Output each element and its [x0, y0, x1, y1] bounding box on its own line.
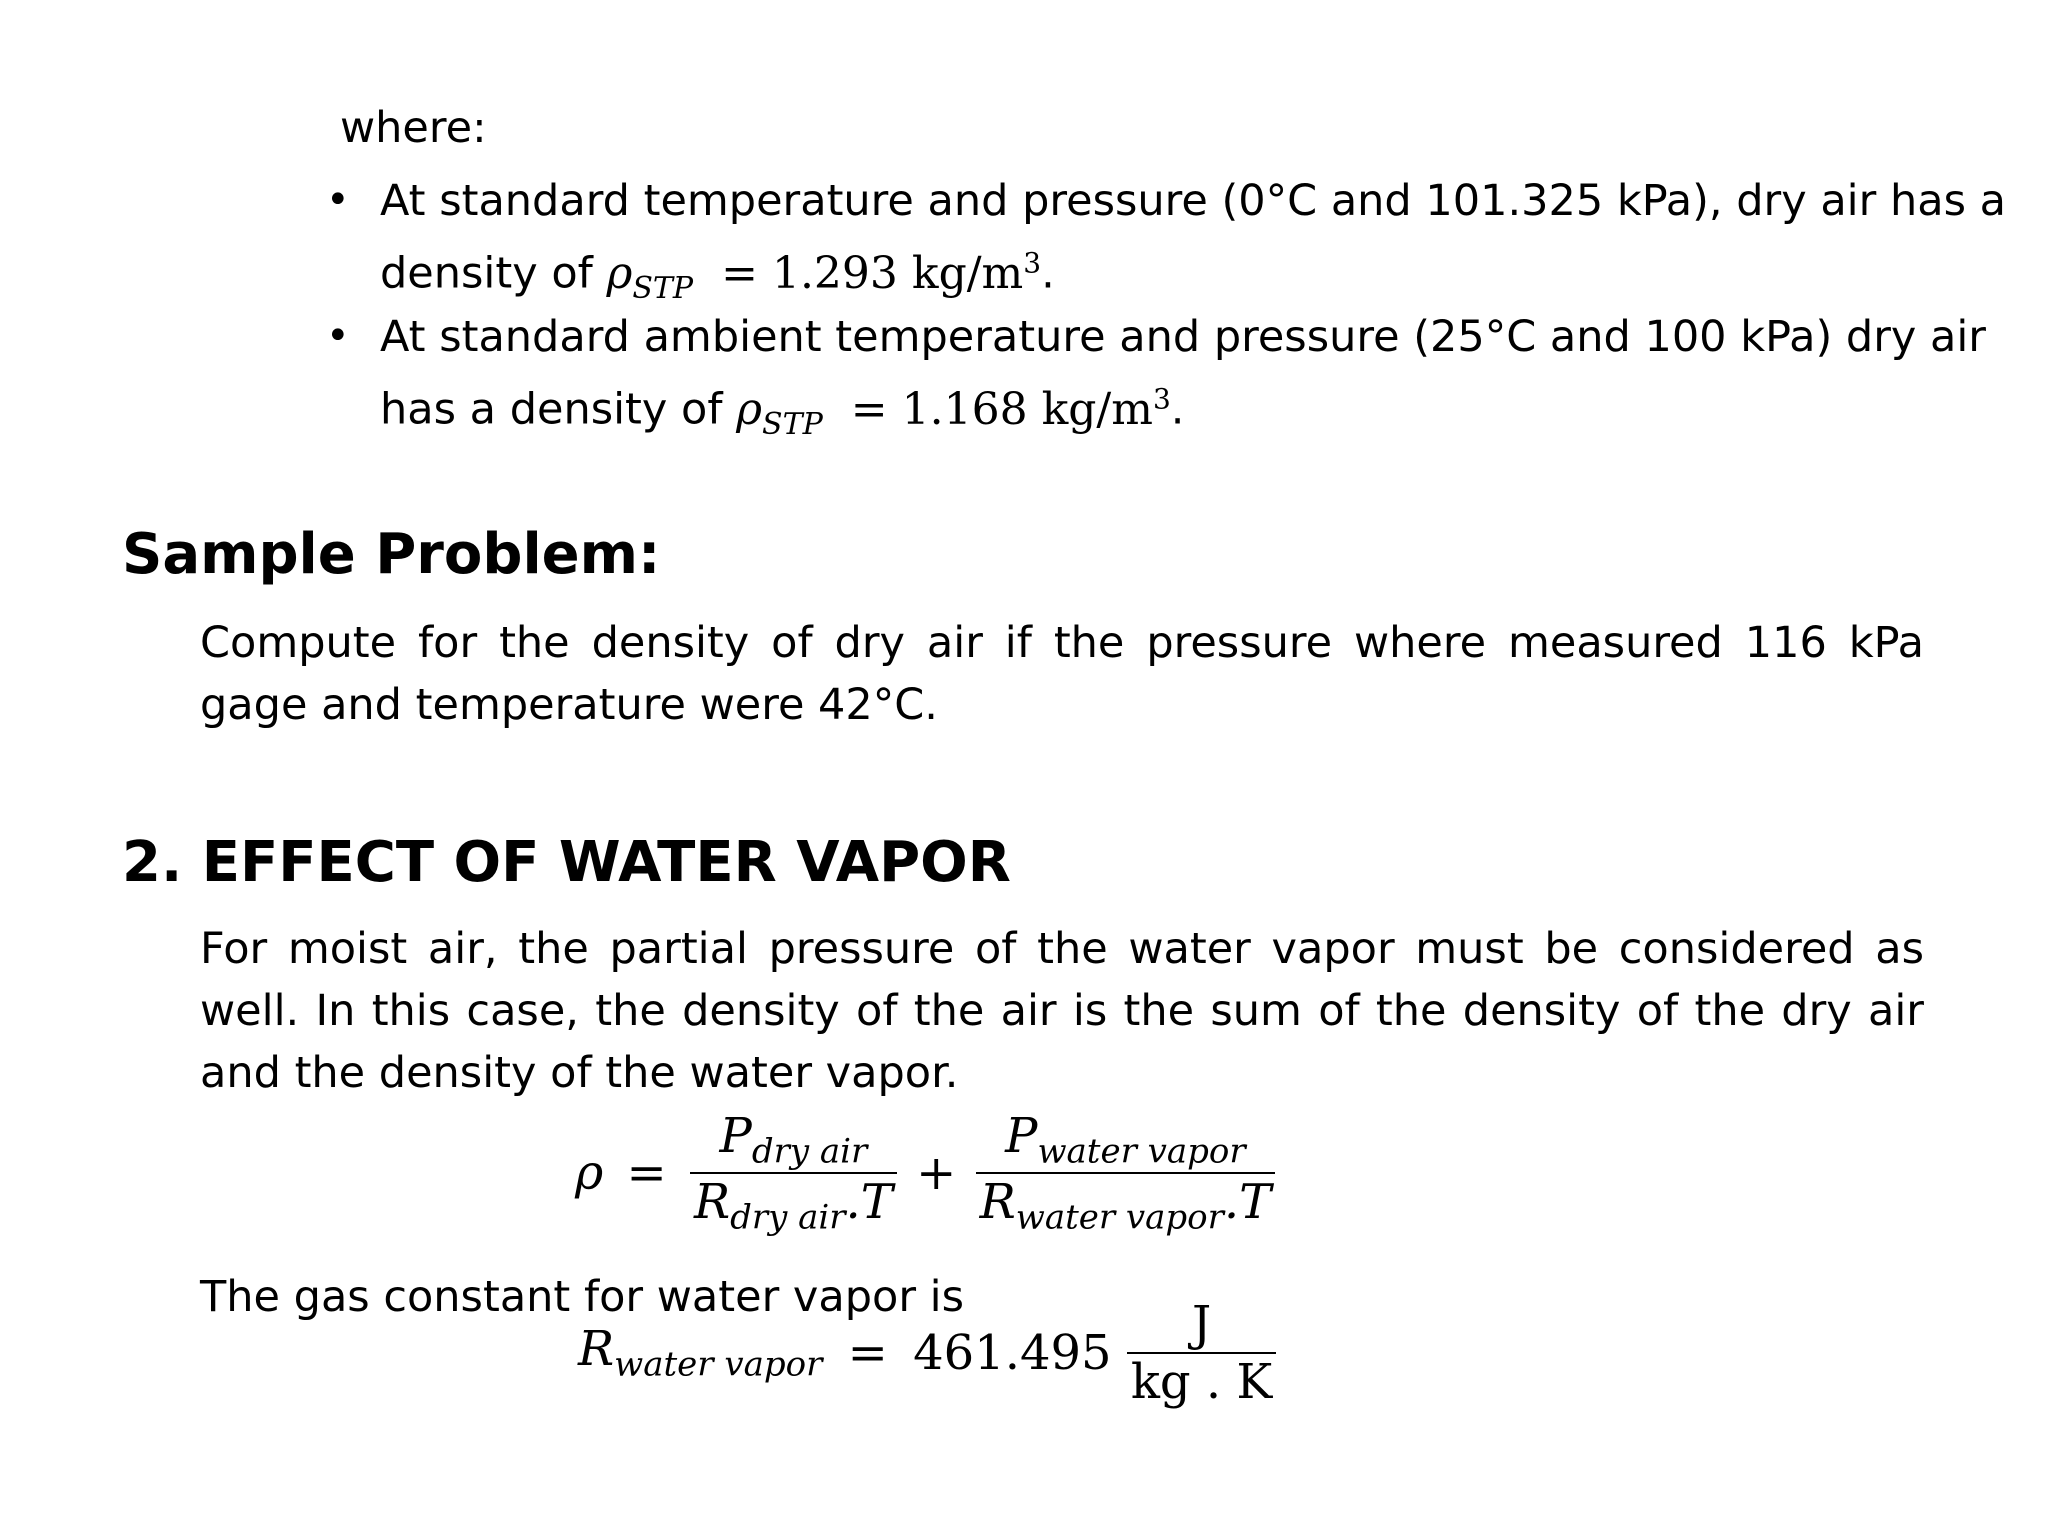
gas-constant-text: The gas constant for water vapor is — [200, 1272, 965, 1322]
gas-constant-formula: $R_{water vapor} = 461.495$ $\frac{J}{kg . K}$ — [578, 1296, 1276, 1410]
bullet-2-line2: has a density of $\rho_{STP} = 1.168$ $kg/m^3$. — [380, 382, 1185, 442]
where-label: where: — [340, 103, 487, 153]
bullet-2-line1: At standard ambient temperature and pressure (25°C and 100 kPa) dry air — [380, 312, 1986, 362]
sample-problem-heading: Sample Problem: — [122, 522, 661, 587]
unit-fraction: $\frac{J}{kg . K}$ — [1127, 1296, 1276, 1410]
bullet-icon: • — [326, 177, 350, 223]
sample-problem-text: Compute for the density of dry air if the pressure where measured 116 kPa gage and temperature were 42°C. — [200, 618, 1924, 730]
section-2-heading: 2. EFFECT OF WATER VAPOR — [122, 830, 1011, 895]
water-vapor-fraction: $\frac{P_{water vapor}}{R_{water vapor}.T}$ — [976, 1108, 1276, 1237]
section-2-paragraph: For moist air, the partial pressure of the water vapor must be considered as well. In this case, the density of the air is the sum of the density of the dry air and the density of the water vapor. — [200, 924, 1924, 1098]
dry-air-fraction: $\frac{P_{dry air}}{R_{dry air}.T}$ — [690, 1108, 897, 1237]
bullet-1-line2: density of $\rho_{STP} = 1.293$ $kg/m^3$. — [380, 246, 1055, 306]
bullet-1-line1: At standard temperature and pressure (0°C and 101.325 kPa), dry air has a — [380, 176, 2007, 226]
density-formula: ρ = $\frac{P_{dry air}}{R_{dry air}.T}$ + $\frac{P_{water vapor}}{R_{water vapor}.T}$ — [575, 1108, 1275, 1237]
bullet-1-prefix: density of — [380, 248, 593, 299]
bullet-1-equation: $\rho_{STP} = 1.293$ $kg/m^3$ — [606, 246, 1042, 306]
bullet-2-prefix: has a density of — [380, 384, 723, 435]
bullet-2-equation: $\rho_{STP} = 1.168$ $kg/m^3$ — [736, 382, 1171, 442]
bullet-icon: • — [326, 313, 350, 359]
